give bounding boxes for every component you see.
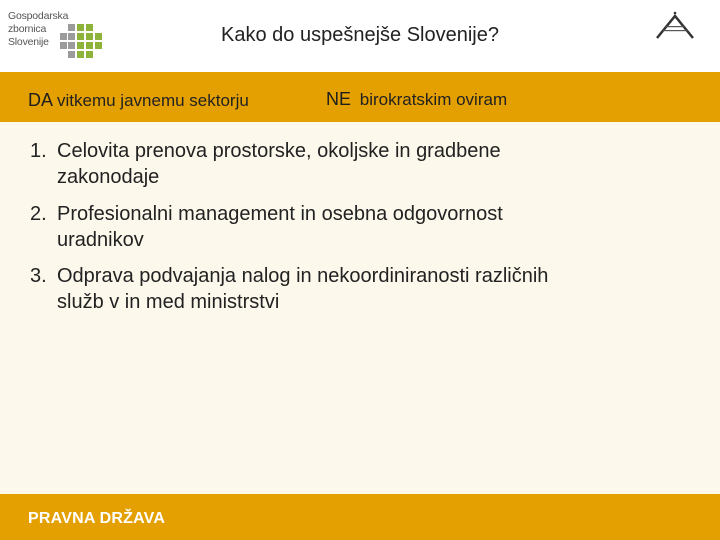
list-item bbox=[30, 201, 690, 253]
da-ne-band bbox=[0, 72, 720, 122]
gzs-logo-text bbox=[8, 10, 69, 49]
roof-logo-icon bbox=[655, 8, 695, 42]
content-area bbox=[0, 122, 720, 494]
list-item-number: 1. bbox=[30, 140, 47, 162]
list-item-number: 2. bbox=[30, 203, 47, 225]
gzs-logo-grid-icon bbox=[60, 24, 102, 60]
footer-band bbox=[0, 494, 720, 540]
ne-text: birokratskim oviram bbox=[359, 90, 508, 109]
gzs-logo bbox=[8, 10, 103, 60]
list-item-line1: Profesionalni management in osebna odgovornost bbox=[57, 203, 503, 225]
list-item-line2: služb v in med ministrstvi bbox=[57, 291, 280, 313]
gzs-logo-line-3: Slovenije bbox=[8, 36, 49, 48]
slide-header bbox=[0, 0, 720, 72]
ne-keyword: NE bbox=[326, 89, 352, 109]
da-keyword: DA bbox=[28, 90, 54, 110]
list-item-line1: Odprava podvajanja nalog in nekoordiniranosti različnih bbox=[57, 265, 549, 287]
list-item bbox=[30, 263, 690, 315]
ne-statement bbox=[326, 89, 507, 110]
list-item-number: 3. bbox=[30, 265, 47, 287]
gzs-logo-line-1: Gospodarska bbox=[8, 10, 69, 22]
slide-title: Kako do uspešnejše Slovenije? bbox=[221, 24, 499, 46]
list-item-line1: Celovita prenova prostorske, okoljske in gradbene bbox=[57, 140, 501, 162]
list-item-line2: uradnikov bbox=[57, 229, 144, 251]
footer-label: PRAVNA DRŽAVA bbox=[28, 510, 166, 527]
list-item-line2: zakonodaje bbox=[57, 166, 160, 188]
gzs-logo-line-2: zbornica bbox=[8, 23, 47, 35]
da-statement bbox=[28, 90, 249, 111]
list-item bbox=[30, 138, 690, 190]
da-text: vitkemu javnemu sektorju bbox=[57, 91, 249, 110]
